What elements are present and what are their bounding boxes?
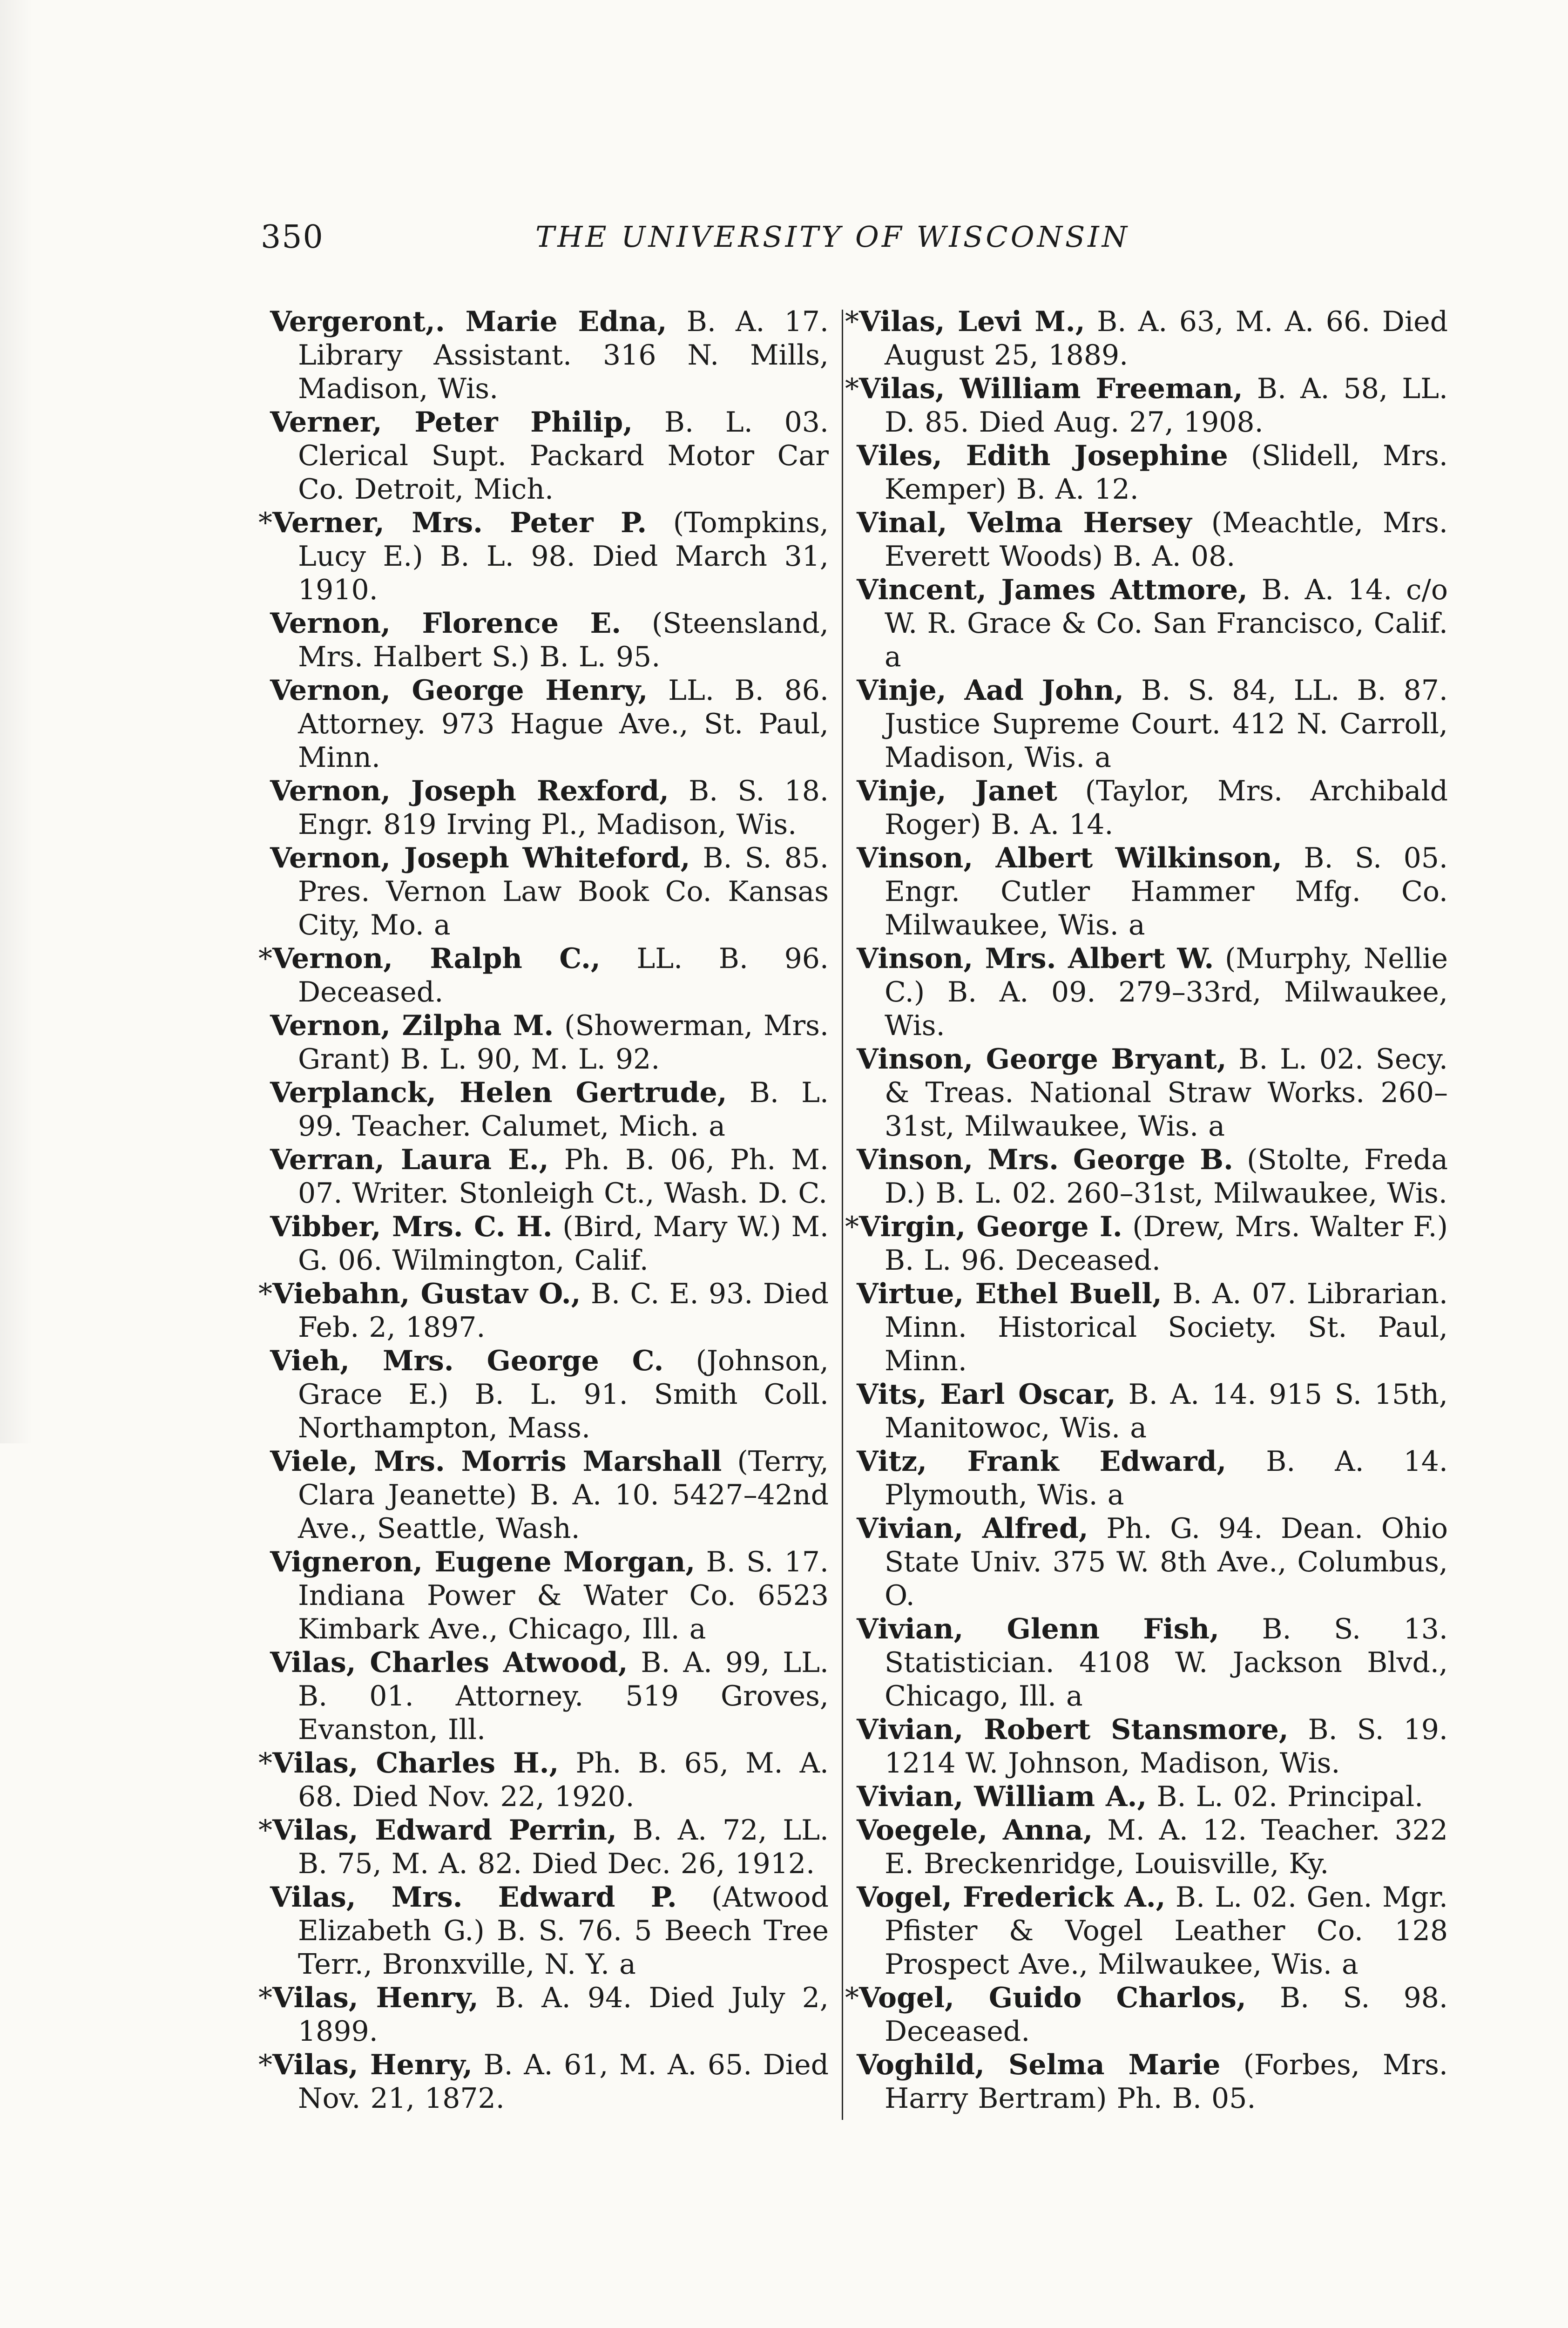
directory-entry	[270, 406, 829, 506]
directory-entry	[845, 1981, 1448, 2048]
deceased-star-marker: *	[258, 2049, 272, 2081]
entry-details: (Showerman, Mrs. Grant) B. L. 90, M. L. 92.	[298, 1009, 829, 1076]
entry-name: Vigneron, Eugene Morgan,	[270, 1546, 696, 1578]
directory-entry	[270, 305, 829, 406]
entry-details: B. L. 02. Gen. Mgr. Pfister & Vogel Leather Co. 128 Prospect Ave., Milwaukee, Wis. a	[885, 1881, 1448, 1981]
directory-entry	[258, 1981, 829, 2048]
entry-details: B. S. 17. Indiana Power & Water Co. 6523 Kimbark Ave., Chicago, Ill. a	[298, 1546, 829, 1645]
page-edge-shadow	[0, 0, 33, 1443]
directory-entry	[258, 2048, 829, 2115]
entry-name: Vernon, Ralph C.,	[272, 942, 601, 975]
directory-entry	[270, 674, 829, 774]
entry-name: Voghild, Selma Marie	[857, 2049, 1221, 2081]
entry-details: Ph. B. 06, Ph. M. 07. Writer. Stonleigh Ct., Wash. D. C.	[298, 1144, 829, 1210]
directory-entry	[857, 573, 1448, 674]
entry-name: Vilas, Henry,	[272, 1982, 479, 2014]
directory-entry	[857, 1277, 1448, 1378]
entry-details: B. A. 14. 915 S. 15th, Manitowoc, Wis. a	[885, 1378, 1448, 1444]
directory-entry	[258, 1277, 829, 1344]
entry-name: Vieh, Mrs. George C.	[270, 1345, 664, 1377]
entry-name: Vinson, Albert Wilkinson,	[857, 842, 1282, 874]
directory-entry	[270, 1009, 829, 1076]
entry-details: B. L. 02. Secy. & Treas. National Straw Works. 260–31st, Milwaukee, Wis. a	[885, 1043, 1448, 1143]
page-number: 350	[261, 219, 324, 256]
entry-name: Virtue, Ethel Buell,	[857, 1278, 1162, 1310]
deceased-star-marker: *	[845, 1211, 859, 1243]
entry-name: Vilas, Charles H.,	[272, 1747, 559, 1780]
entry-details: (Murphy, Nellie C.) B. A. 09. 279–33rd, Milwaukee, Wis.	[885, 942, 1448, 1042]
directory-entry	[857, 841, 1448, 942]
directory-entry	[258, 1746, 829, 1814]
directory-entry	[857, 1612, 1448, 1713]
directory-entry	[258, 942, 829, 1009]
entry-name: Vitz, Frank Edward,	[857, 1445, 1227, 1478]
entry-details: B. A. 63, M. A. 66. Died August 25, 1889.	[885, 305, 1448, 372]
directory-entry	[845, 372, 1448, 439]
entry-name: Vinson, Mrs. George B.	[857, 1144, 1233, 1176]
directory-entry	[845, 1210, 1448, 1277]
directory-entry	[857, 1143, 1448, 1210]
directory-entry	[270, 1210, 829, 1277]
entry-details: B. A. 17. Library Assistant. 316 N. Mills, Madison, Wis.	[298, 305, 829, 405]
entry-details: (Taylor, Mrs. Archibald Roger) B. A. 14.	[885, 775, 1448, 841]
directory-entry	[270, 1445, 829, 1545]
directory-entry	[857, 439, 1448, 506]
entry-name: Vernon, Zilpha M.	[270, 1009, 554, 1042]
entry-details: B. S. 19. 1214 W. Johnson, Madison, Wis.	[885, 1713, 1448, 1780]
deceased-star-marker: *	[258, 1814, 272, 1847]
deceased-star-marker: *	[258, 942, 272, 975]
directory-entry	[258, 1814, 829, 1881]
deceased-star-marker: *	[845, 1982, 859, 2014]
entry-name: Vincent, James Attmore,	[857, 574, 1248, 606]
directory-entry	[270, 1143, 829, 1210]
directory-entry	[270, 607, 829, 674]
entry-details: (Johnson, Grace E.) B. L. 91. Smith Coll. Northampton, Mass.	[298, 1345, 829, 1444]
entry-name: Verner, Mrs. Peter P.	[272, 507, 647, 539]
entry-details: (Drew, Mrs. Walter F.) B. L. 96. Deceased.	[885, 1211, 1448, 1277]
entry-details: B. S. 98. Deceased.	[885, 1982, 1448, 2048]
right-column	[845, 305, 1448, 2115]
deceased-star-marker: *	[258, 1747, 272, 1780]
entry-name: Viebahn, Gustav O.,	[272, 1278, 581, 1310]
entry-details: (Atwood Elizabeth G.) B. S. 76. 5 Beech Tree Terr., Bronxville, N. Y. a	[298, 1881, 829, 1981]
entry-details: B. L. 99. Teacher. Calumet, Mich. a	[298, 1076, 829, 1143]
directory-entry	[270, 1076, 829, 1143]
entry-details: B. S. 05. Engr. Cutler Hammer Mfg. Co. Milwaukee, Wis. a	[885, 842, 1448, 941]
directory-entry	[857, 1713, 1448, 1780]
directory-entry	[857, 1445, 1448, 1512]
entry-name: Vilas, Levi M.,	[859, 305, 1085, 338]
running-title: THE UNIVERSITY OF WISCONSIN	[535, 220, 1130, 254]
directory-entry	[857, 1378, 1448, 1445]
entry-details: B. A. 14. c/o W. R. Grace & Co. San Francisco, Calif. a	[885, 574, 1448, 673]
entry-name: Verplanck, Helen Gertrude,	[270, 1076, 727, 1109]
entry-details: B. C. E. 93. Died Feb. 2, 1897.	[298, 1278, 829, 1344]
entry-name: Vits, Earl Oscar,	[857, 1378, 1116, 1411]
entry-details: B. A. 94. Died July 2, 1899.	[298, 1982, 829, 2048]
entry-name: Vinal, Velma Hersey	[857, 507, 1192, 539]
entry-details: (Meachtle, Mrs. Everett Woods) B. A. 08.	[885, 507, 1448, 573]
entry-details: (Stolte, Freda D.) B. L. 02. 260–31st, Milwaukee, Wis.	[885, 1144, 1448, 1210]
deceased-star-marker: *	[845, 372, 859, 405]
entry-details: B. A. 14. Plymouth, Wis. a	[885, 1445, 1448, 1511]
entry-details: B. S. 85. Pres. Vernon Law Book Co. Kansas City, Mo. a	[298, 842, 829, 941]
entry-details: LL. B. 86. Attorney. 973 Hague Ave., St. Paul, Minn.	[298, 674, 829, 774]
entry-name: Viele, Mrs. Morris Marshall	[270, 1445, 722, 1478]
entry-details: LL. B. 96. Deceased.	[298, 942, 829, 1008]
directory-entry	[857, 942, 1448, 1042]
directory-entry	[270, 1646, 829, 1746]
directory-entry	[857, 2048, 1448, 2115]
deceased-star-marker: *	[258, 507, 272, 539]
entry-name: Vilas, William Freeman,	[859, 372, 1243, 405]
directory-entry	[270, 841, 829, 942]
entry-name: Vinson, Mrs. Albert W.	[857, 942, 1214, 975]
entry-details: B. L. 02. Principal.	[1147, 1780, 1424, 1813]
entry-details: B. S. 84, LL. B. 87. Justice Supreme Court. 412 N. Carroll, Madison, Wis. a	[885, 674, 1448, 774]
directory-entry	[270, 774, 829, 841]
entry-name: Vernon, Joseph Rexford,	[270, 775, 669, 807]
entry-details: B. A. 72, LL. B. 75, M. A. 82. Died Dec. 26, 1912.	[298, 1814, 829, 1880]
entry-name: Vivian, Glenn Fish,	[857, 1613, 1220, 1645]
entry-details: B. L. 03. Clerical Supt. Packard Motor Car Co. Detroit, Mich.	[298, 406, 829, 506]
entry-name: Vinson, George Bryant,	[857, 1043, 1227, 1076]
directory-entry	[270, 1881, 829, 1981]
entry-details: (Forbes, Mrs. Harry Bertram) Ph. B. 05.	[885, 2049, 1448, 2115]
entry-name: Vilas, Charles Atwood,	[270, 1646, 628, 1679]
directory-entry	[857, 506, 1448, 573]
entry-name: Verner, Peter Philip,	[270, 406, 633, 439]
entry-details: (Tompkins, Lucy E.) B. L. 98. Died March 31, 1910.	[298, 507, 829, 606]
entry-name: Vinje, Aad John,	[857, 674, 1124, 707]
directory-entry	[857, 774, 1448, 841]
entry-details: M. A. 12. Teacher. 322 E. Breckenridge, Louisville, Ky.	[885, 1814, 1448, 1880]
entry-name: Vilas, Edward Perrin,	[272, 1814, 617, 1847]
directory-entry	[270, 1344, 829, 1445]
directory-entry	[258, 506, 829, 607]
entry-name: Vinje, Janet	[857, 775, 1057, 807]
entry-name: Vernon, Florence E.	[270, 607, 622, 640]
directory-entry	[857, 1881, 1448, 1981]
entry-name: Vilas, Henry,	[272, 2049, 473, 2081]
column-divider	[842, 310, 843, 2120]
entry-name: Vergeront,. Marie Edna,	[270, 305, 667, 338]
entry-details: B. A. 07. Librarian. Minn. Historical Society. St. Paul, Minn.	[885, 1278, 1448, 1377]
entry-name: Vernon, Joseph Whiteford,	[270, 842, 690, 874]
directory-entry	[845, 305, 1448, 372]
directory-entry	[270, 1545, 829, 1646]
entry-name: Vivian, Alfred,	[857, 1512, 1088, 1545]
entry-details: B. A. 99, LL. B. 01. Attorney. 519 Groves, Evanston, Ill.	[298, 1646, 829, 1746]
entry-details: (Steensland, Mrs. Halbert S.) B. L. 95.	[298, 607, 829, 673]
entry-details: (Terry, Clara Jeanette) B. A. 10. 5427–42nd Ave., Seattle, Wash.	[298, 1445, 829, 1545]
entry-name: Viles, Edith Josephine	[857, 440, 1228, 472]
entry-name: Vivian, Robert Stansmore,	[857, 1713, 1289, 1746]
left-column	[258, 305, 829, 2115]
entry-details: B. S. 13. Statistician. 4108 W. Jackson Blvd., Chicago, Ill. a	[885, 1613, 1448, 1712]
entry-details: Ph. B. 65, M. A. 68. Died Nov. 22, 1920.	[298, 1747, 829, 1813]
deceased-star-marker: *	[258, 1982, 272, 2014]
deceased-star-marker: *	[258, 1278, 272, 1310]
entry-name: Vilas, Mrs. Edward P.	[270, 1881, 677, 1914]
entry-details: (Slidell, Mrs. Kemper) B. A. 12.	[885, 440, 1448, 506]
entry-name: Verran, Laura E.,	[270, 1144, 549, 1176]
entry-details: B. A. 58, LL. D. 85. Died Aug. 27, 1908.	[885, 372, 1448, 439]
page-header	[261, 219, 1415, 261]
entry-details: B. S. 18. Engr. 819 Irving Pl., Madison, Wis.	[298, 775, 829, 841]
directory-entry	[857, 1780, 1448, 1814]
entry-name: Vivian, William A.,	[857, 1780, 1147, 1813]
entry-name: Voegele, Anna,	[857, 1814, 1093, 1847]
entry-details: (Bird, Mary W.) M. G. 06. Wilmington, Calif.	[298, 1211, 829, 1277]
directory-entry	[857, 674, 1448, 774]
entry-name: Vogel, Guido Charlos,	[859, 1982, 1246, 2014]
directory-entry	[857, 1814, 1448, 1881]
directory-entry	[857, 1512, 1448, 1612]
deceased-star-marker: *	[845, 305, 859, 338]
entry-name: Virgin, George I.	[859, 1211, 1122, 1243]
directory-entry	[857, 1042, 1448, 1143]
entry-name: Vogel, Frederick A.,	[857, 1881, 1166, 1914]
entry-name: Vernon, George Henry,	[270, 674, 648, 707]
entry-name: Vibber, Mrs. C. H.	[270, 1211, 553, 1243]
entry-details: B. A. 61, M. A. 65. Died Nov. 21, 1872.	[298, 2049, 829, 2115]
entry-details: Ph. G. 94. Dean. Ohio State Univ. 375 W. 8th Ave., Columbus, O.	[885, 1512, 1448, 1612]
